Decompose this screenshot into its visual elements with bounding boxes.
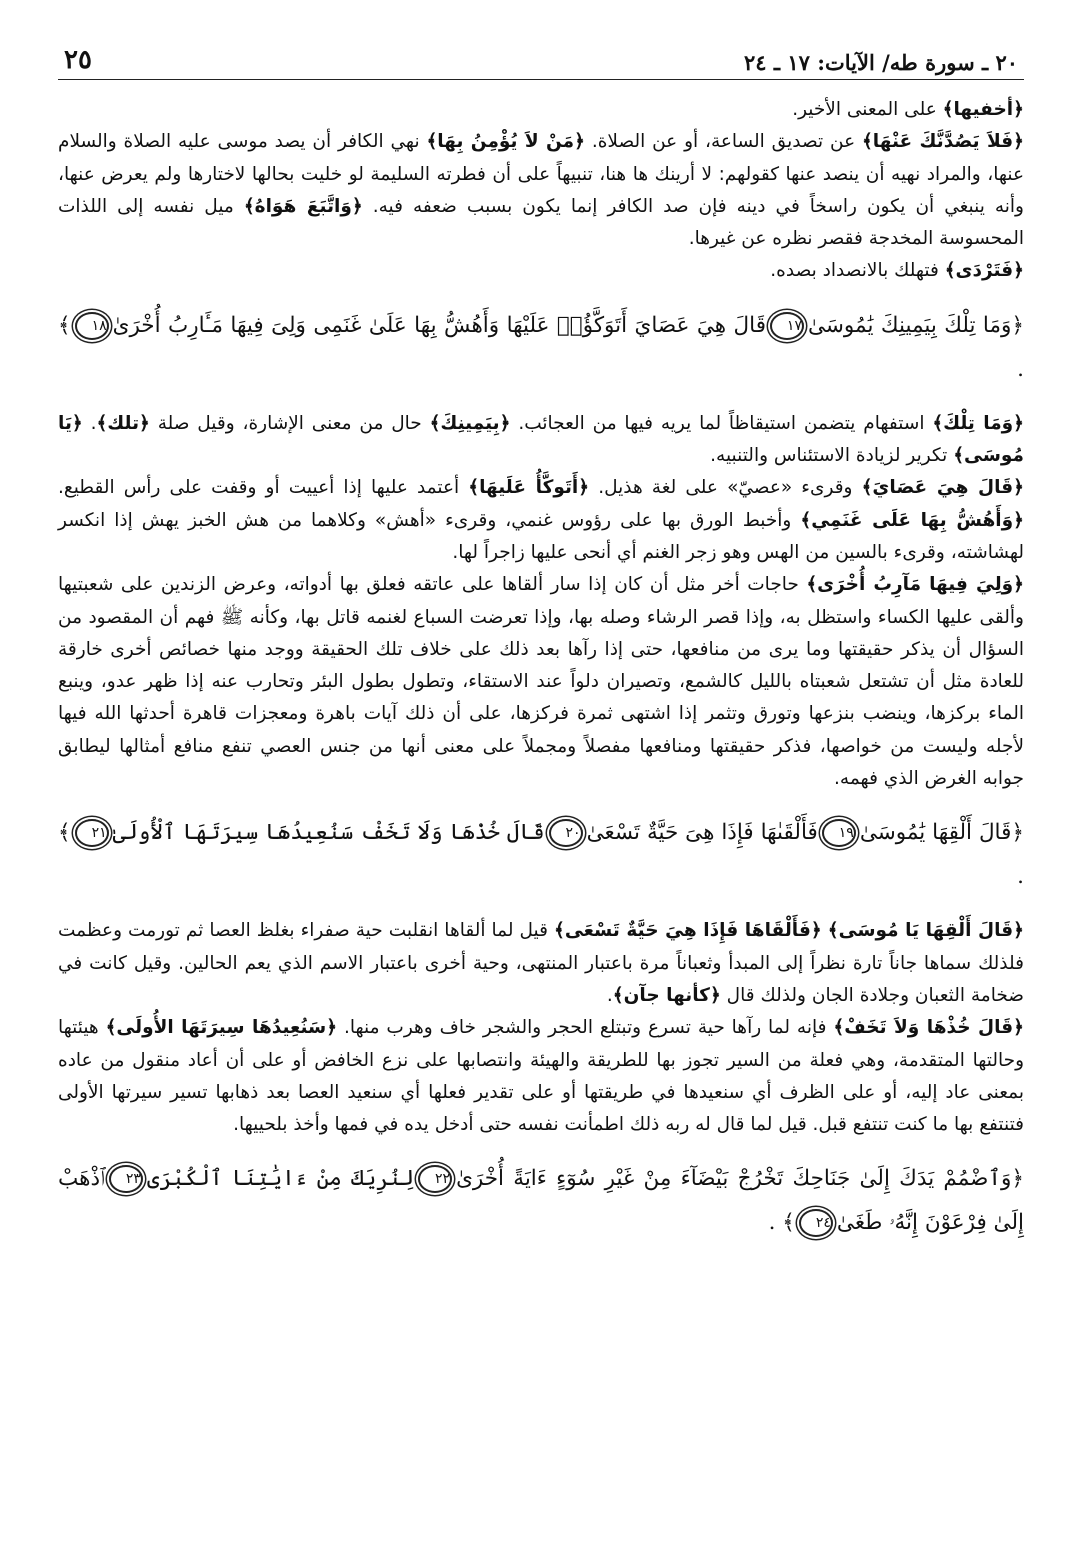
- paragraph-text: فَأَلْقَىٰهَا فَإِذَا هِىَ حَيَّةٌ تَسْعَىٰ: [586, 820, 818, 846]
- ayah-number-marker: ٢٤: [799, 1209, 833, 1237]
- paragraph-text: .: [82, 412, 97, 434]
- quoted-verse-phrase: ﴿فَأَلْقَاهَا فَإِذَا هِيَ حَيَّةٌ تَسْعَى﴾: [554, 920, 822, 942]
- quoted-verse-phrase: ﴿تلك﴾: [96, 412, 150, 434]
- paragraph-text: ﴿قَالَ أَلْقِهَا يَٰمُوسَىٰ: [859, 820, 1024, 846]
- ayah-number-marker: ٢٢: [418, 1165, 452, 1193]
- paragraph-text: ميل نفسه إلى اللذات المحسوسة المخدجة فقصر نظره عن غيرها.: [58, 195, 1024, 250]
- header-title: ٢٠ ـ سورة طه/ الآيات: ١٧ ـ ٢٤: [744, 50, 1018, 75]
- paragraph-text: أعتمد عليها إذا أعييت أو وقفت على رأس القطيع.: [58, 477, 469, 499]
- paragraph-text: هيئتها وحالتها المتقدمة، وهي فعلة من السير تجوز بها للطريقة والهيئة وانتصابها على نزع الخافض أو على أن أعاد منقول من عاده بمعنى عاد إليه، أو على الظرف أي سنعيدها في طريقتها أو على تقدير فعلها أي سنعيد العصا بعد ذهابها تسير سيرتها الأولى فتنتفع بها ما كنت تنتفع قبل. قيل لما قال له ربه ذلك اطمأنت نفسه حتى أدخل يده في فمها وأخذ بلحييها.: [58, 1017, 1024, 1136]
- paragraph-text: ﴾ .: [58, 312, 1024, 382]
- quoted-verse-phrase: ﴿فَتَرْدَى﴾: [944, 260, 1024, 282]
- quoted-verse-phrase: ﴿قَالَ أَلْقِهَا يَا مُوسَى﴾: [827, 920, 1025, 942]
- quoted-verse-phrase: ﴿كأنها جآن﴾: [612, 984, 721, 1006]
- paragraph-text: فإنه لما رآها حية تسرع وتبتلع الحجر والشجر خاف وهرب منها.: [337, 1017, 834, 1039]
- paragraph-text: ﴾ .: [768, 1210, 795, 1236]
- ayah-number-marker: ٢٣: [109, 1165, 143, 1193]
- ayah-number-marker: ١٩: [822, 819, 856, 847]
- paragraph-text: حال من معنى الإشارة، وقيل صلة: [149, 412, 430, 434]
- quoted-verse-phrase: ﴿وَاتَّبَعَ هَوَاهُ﴾: [243, 195, 363, 217]
- paragraph-text: قيل لما ألقاها انقلبت حية صفراء بغلظ العصا ثم تورمت وعظمت فلذلك سماها جاناً تارة نظراً إلى المبدأ وثعباناً مرة باعتبار المنتهى، وحية أخرى باعتبار الاسم الذي يعم الحالين. وقيل كانت في ضخامة الثعبان وجلادة الجان ولذلك قال: [58, 920, 1024, 1006]
- ayah-number-marker: ٢٠: [549, 819, 583, 847]
- paragraph-text: قَالَ هِيَ عَصَايَ أَتَوَكَّؤُا۟ عَلَيْهَا وَأَهُشُّ بِهَا عَلَىٰ غَنَمِى وَلِىَ فِيهَا مَـَٔارِبُ أُخْرَىٰ: [112, 312, 766, 338]
- page-number: ٢٥: [64, 45, 92, 75]
- quoted-verse-phrase: ﴿سَنُعِيدُهَا سِيرَتَهَا الأُولَى﴾: [105, 1017, 338, 1039]
- paragraph-text: ﴿وَمَا تِلْكَ بِيَمِينِكَ يَٰمُوسَىٰ: [807, 312, 1024, 338]
- paragraph-text: ﴿وَٱضْمُمْ يَدَكَ إِلَىٰ جَنَاحِكَ تَخْرُجْ بَيْضَآءَ مِنْ غَيْرِ سُوٓءٍ ءَايَةً أُخْرَىٰ: [456, 1166, 1024, 1192]
- running-header: [58, 40, 1024, 80]
- paragraph-text: وأخبط الورق بها على رؤوس غنمي، وقرىء «أهش» وكلاهما من هش الخبز يهش إذا انكسر لهشاشته، وقرىء بالسين من الهس وهو زجر الغنم أي أنحى عليها زاجراً لها.: [58, 509, 1024, 563]
- quoted-verse-phrase: ﴿يَا مُوسَى﴾: [58, 412, 1024, 467]
- paragraph-text: على المعنى الأخير.: [792, 99, 943, 120]
- quoted-verse-phrase: ﴿وَأَهُشُّ بِهَا عَلَى غَنَمِي﴾: [800, 509, 1024, 531]
- commentary-paragraph: [58, 126, 1024, 255]
- ayah-number-marker: ٢١: [75, 819, 109, 847]
- paragraph-text: ٱذْهَبْ إِلَىٰ فِرْعَوْنَ إِنَّهُۥ طَغَىٰ: [58, 1166, 1024, 1236]
- quoted-verse-phrase: ﴿قَالَ هِيَ عَصَايَ﴾: [861, 477, 1025, 499]
- quoted-verse-phrase: ﴿وَمَا تِلْكَ﴾: [932, 412, 1025, 434]
- quran-verse-block: [58, 811, 1024, 899]
- page: [58, 40, 1024, 1540]
- quoted-verse-phrase: ﴿أَتَوكَّأُ عَلَيهَا﴾: [468, 477, 590, 499]
- page-body: [58, 80, 1024, 1245]
- paragraph-text: تكرير لزيادة الاستئناس والتنبيه.: [710, 445, 954, 467]
- commentary-paragraph: [58, 94, 1024, 126]
- quran-verse-block: [58, 1157, 1024, 1245]
- quoted-verse-phrase: ﴿بِيَمِينِكَ﴾: [429, 412, 511, 434]
- paragraph-text: ﴾ .: [58, 820, 1024, 890]
- ayah-number-marker: ١٧: [770, 312, 804, 340]
- commentary-paragraph: [58, 255, 1024, 287]
- quran-verse-block: [58, 304, 1024, 392]
- commentary-paragraph: [58, 408, 1024, 473]
- ayah-number-marker: ١٨: [75, 312, 109, 340]
- quoted-verse-phrase: ﴿مَنْ لاَ يُؤْمِنُ بِهَا﴾: [426, 131, 585, 153]
- quoted-verse-phrase: ﴿فَلاَ يَصُدَّنَّكَ عَنْهَا﴾: [861, 131, 1024, 153]
- paragraph-text: نهي الكافر أن يصد موسى عليه الصلاة والسلام عنها، والمراد نهيه أن ينصد عنها كقولهم: لا أرينك ها هنا، تنبيهاً على أن فطرته السليمة لو خليت بحالها لاختارها ولم يعرض عنها، وأنه ينبغي أن يكون راسخاً في دينه فإن صد الكافر إنما يكون بسبب ضعفه فيه.: [58, 131, 1024, 217]
- paragraph-text: استفهام يتضمن استيقاظاً لما يريه فيها من العجائب.: [510, 412, 933, 434]
- paragraph-text: لِنُرِيَكَ مِنْ ءَايَٰتِنَا ٱلْكُبْرَى: [146, 1166, 415, 1192]
- commentary-paragraph: [58, 915, 1024, 1012]
- paragraph-text: قَالَ خُذْهَا وَلَا تَخَفْ سَنُعِيدُهَا سِيرَتَهَا ٱلْأُولَىٰ: [112, 820, 545, 846]
- commentary-paragraph: [58, 569, 1024, 795]
- commentary-paragraph: [58, 1012, 1024, 1141]
- paragraph-text: .: [606, 984, 613, 1006]
- quoted-verse-phrase: ﴿وَلِيَ فِيهَا مَآرِبُ أُخْرَى﴾: [806, 574, 1024, 596]
- paragraph-text: حاجات أخر مثل أن كان إذا سار ألقاها على عاتقه فعلق بها أدواته، وعرض الزندين على شعبتيها وألقى عليها الكساء واستظل به، وإذا قصر الرشاء وصله بها، وإذا تعرضت السباع لغنمه قاتل بها، وكأنه ﷺ فهم أن المقصود من السؤال أن يذكر حقيقتها وما يرى من منافعها، حتى إذا رآها بعد ذلك على خلاف تلك الحقيقة ووجد منها خصائص أخرى خارقة للعادة مثل أن تشتعل شعبتاه بالليل كالشمع، وتصيران دلواً عند الاستقاء، وتطول بطول البئر وتحارب عنه إذا ظهر عدو، وينبع الماء بركزها، وينضب بنزعها وتورق وتثمر إذا اشتهى ثمرة فركزها، على أن ذلك آيات باهرة ومعجزات قاهرة أحدثها الله فيها لأجله وليست من خواصها، فذكر حقيقتها ومنافعها مفصلاً ومجملاً على معنى أنها من جنس العصي تنفع منافع أمثالها ليطابق جوابه الغرض الذي فهمه.: [58, 574, 1024, 790]
- paragraph-text: عن تصديق الساعة، أو عن الصلاة.: [584, 131, 862, 153]
- paragraph-text: فتهلك بالانصداد بصده.: [770, 260, 945, 282]
- paragraph-text: وقرىء «عصيّ» على لغة هذيل.: [589, 477, 862, 499]
- commentary-paragraph: [58, 472, 1024, 569]
- quoted-verse-phrase: ﴿قَالَ خُذْهَا وَلاَ تَخَفْ﴾: [833, 1017, 1024, 1039]
- quoted-verse-phrase: ﴿أخفيها﴾: [942, 99, 1024, 120]
